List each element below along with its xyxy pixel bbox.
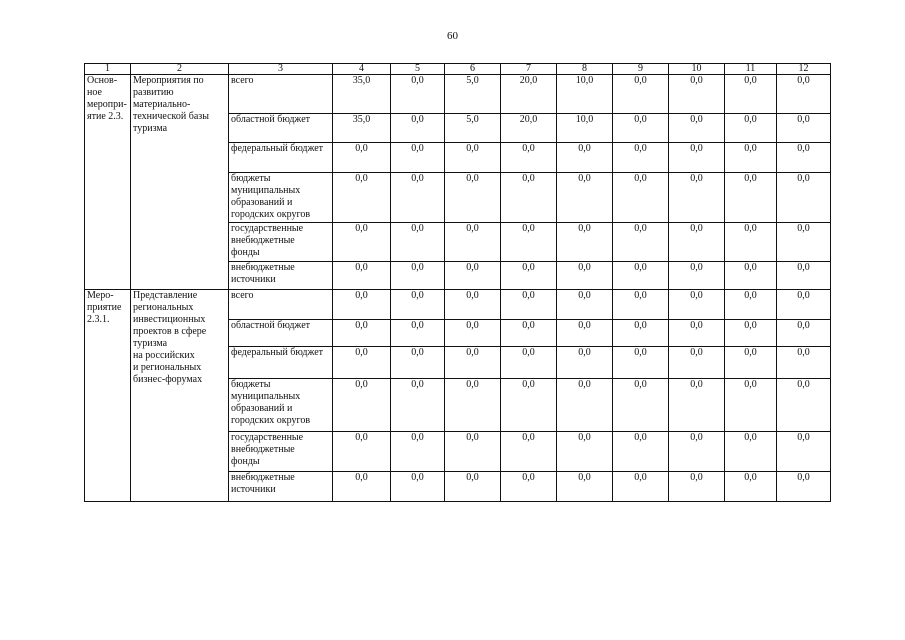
amount-cell: 0,0 <box>613 223 669 262</box>
amount-cell: 10,0 <box>557 75 613 114</box>
funding-source: внебюджетные источники <box>229 472 333 502</box>
column-number-row <box>85 64 831 75</box>
amount-cell: 0,0 <box>391 379 445 432</box>
amount-cell: 0,0 <box>725 472 777 502</box>
amount-cell: 0,0 <box>557 379 613 432</box>
amount-cell: 0,0 <box>669 223 725 262</box>
amount-cell: 0,0 <box>669 347 725 379</box>
amount-cell: 5,0 <box>445 114 501 143</box>
amount-cell: 0,0 <box>333 223 391 262</box>
amount-cell: 20,0 <box>501 114 557 143</box>
budget-table <box>84 63 831 502</box>
amount-cell: 0,0 <box>333 262 391 290</box>
funding-source: государственные внебюджетные фонды <box>229 432 333 472</box>
amount-cell: 0,0 <box>725 347 777 379</box>
column-header: 4 <box>333 64 391 75</box>
amount-cell: 0,0 <box>391 320 445 347</box>
table-row <box>85 75 831 114</box>
amount-cell: 0,0 <box>557 320 613 347</box>
amount-cell: 0,0 <box>613 114 669 143</box>
funding-source: федеральный бюджет <box>229 143 333 173</box>
amount-cell: 0,0 <box>501 290 557 320</box>
amount-cell: 0,0 <box>777 290 831 320</box>
funding-source: областной бюджет <box>229 320 333 347</box>
amount-cell: 0,0 <box>333 143 391 173</box>
funding-source: бюджеты муниципальных образований и городских округов <box>229 379 333 432</box>
amount-cell: 0,0 <box>777 379 831 432</box>
amount-cell: 0,0 <box>613 379 669 432</box>
amount-cell: 0,0 <box>391 472 445 502</box>
activity-name: Мероприятия по развитию материально- технической базы туризма <box>131 75 229 290</box>
amount-cell: 0,0 <box>445 379 501 432</box>
amount-cell: 0,0 <box>725 379 777 432</box>
amount-cell: 0,0 <box>669 472 725 502</box>
activity-code: Меро- приятие 2.3.1. <box>85 290 131 502</box>
amount-cell: 0,0 <box>445 262 501 290</box>
amount-cell: 0,0 <box>613 143 669 173</box>
amount-cell: 0,0 <box>445 143 501 173</box>
amount-cell: 0,0 <box>391 114 445 143</box>
amount-cell: 0,0 <box>669 173 725 223</box>
amount-cell: 0,0 <box>725 75 777 114</box>
amount-cell: 0,0 <box>391 290 445 320</box>
amount-cell: 0,0 <box>777 143 831 173</box>
amount-cell: 0,0 <box>777 347 831 379</box>
amount-cell: 0,0 <box>557 290 613 320</box>
amount-cell: 0,0 <box>501 320 557 347</box>
amount-cell: 0,0 <box>613 75 669 114</box>
amount-cell: 0,0 <box>613 320 669 347</box>
amount-cell: 0,0 <box>777 320 831 347</box>
amount-cell: 0,0 <box>333 472 391 502</box>
column-header: 12 <box>777 64 831 75</box>
column-header: 7 <box>501 64 557 75</box>
amount-cell: 0,0 <box>333 290 391 320</box>
amount-cell: 0,0 <box>333 347 391 379</box>
amount-cell: 0,0 <box>333 320 391 347</box>
funding-source: внебюджетные источники <box>229 262 333 290</box>
amount-cell: 0,0 <box>725 143 777 173</box>
amount-cell: 0,0 <box>391 347 445 379</box>
column-header: 1 <box>85 64 131 75</box>
amount-cell: 0,0 <box>777 173 831 223</box>
page-number: 60 <box>447 30 458 42</box>
table-body <box>85 75 831 502</box>
amount-cell: 0,0 <box>333 173 391 223</box>
amount-cell: 0,0 <box>613 173 669 223</box>
amount-cell: 20,0 <box>501 75 557 114</box>
amount-cell: 0,0 <box>501 262 557 290</box>
amount-cell: 0,0 <box>777 223 831 262</box>
amount-cell: 0,0 <box>501 223 557 262</box>
amount-cell: 0,0 <box>557 223 613 262</box>
funding-source: всего <box>229 75 333 114</box>
amount-cell: 0,0 <box>557 472 613 502</box>
amount-cell: 0,0 <box>333 432 391 472</box>
table-row <box>85 290 831 320</box>
amount-cell: 0,0 <box>445 223 501 262</box>
amount-cell: 0,0 <box>669 320 725 347</box>
funding-source: областной бюджет <box>229 114 333 143</box>
activity-name: Представление региональных инвестиционных проектов в сфере туризма на российских и региональных бизнес-форумах <box>131 290 229 502</box>
column-header: 9 <box>613 64 669 75</box>
amount-cell: 0,0 <box>557 262 613 290</box>
amount-cell: 0,0 <box>501 379 557 432</box>
amount-cell: 0,0 <box>613 262 669 290</box>
amount-cell: 0,0 <box>391 75 445 114</box>
amount-cell: 5,0 <box>445 75 501 114</box>
amount-cell: 0,0 <box>613 472 669 502</box>
amount-cell: 0,0 <box>557 432 613 472</box>
amount-cell: 0,0 <box>669 114 725 143</box>
amount-cell: 0,0 <box>391 223 445 262</box>
amount-cell: 0,0 <box>445 173 501 223</box>
amount-cell: 0,0 <box>669 290 725 320</box>
amount-cell: 0,0 <box>391 143 445 173</box>
amount-cell: 0,0 <box>613 432 669 472</box>
amount-cell: 0,0 <box>391 432 445 472</box>
funding-source: государственные внебюджетные фонды <box>229 223 333 262</box>
amount-cell: 0,0 <box>725 320 777 347</box>
amount-cell: 0,0 <box>725 223 777 262</box>
amount-cell: 0,0 <box>669 143 725 173</box>
column-header: 3 <box>229 64 333 75</box>
amount-cell: 0,0 <box>725 114 777 143</box>
amount-cell: 0,0 <box>445 347 501 379</box>
column-header: 6 <box>445 64 501 75</box>
funding-source: бюджеты муниципальных образований и городских округов <box>229 173 333 223</box>
amount-cell: 0,0 <box>669 75 725 114</box>
amount-cell: 0,0 <box>557 173 613 223</box>
column-header: 8 <box>557 64 613 75</box>
funding-source: федеральный бюджет <box>229 347 333 379</box>
amount-cell: 35,0 <box>333 75 391 114</box>
amount-cell: 0,0 <box>445 290 501 320</box>
amount-cell: 10,0 <box>557 114 613 143</box>
amount-cell: 0,0 <box>445 472 501 502</box>
amount-cell: 0,0 <box>501 173 557 223</box>
amount-cell: 0,0 <box>501 432 557 472</box>
amount-cell: 0,0 <box>501 143 557 173</box>
amount-cell: 0,0 <box>613 347 669 379</box>
amount-cell: 0,0 <box>725 173 777 223</box>
column-header: 11 <box>725 64 777 75</box>
amount-cell: 0,0 <box>725 290 777 320</box>
amount-cell: 0,0 <box>777 262 831 290</box>
amount-cell: 0,0 <box>725 262 777 290</box>
amount-cell: 0,0 <box>777 472 831 502</box>
amount-cell: 0,0 <box>613 290 669 320</box>
funding-source: всего <box>229 290 333 320</box>
amount-cell: 0,0 <box>669 379 725 432</box>
amount-cell: 0,0 <box>777 114 831 143</box>
column-header: 2 <box>131 64 229 75</box>
amount-cell: 0,0 <box>445 432 501 472</box>
activity-code: Основ- ное меропри- ятие 2.3. <box>85 75 131 290</box>
amount-cell: 0,0 <box>333 379 391 432</box>
amount-cell: 0,0 <box>501 347 557 379</box>
amount-cell: 0,0 <box>391 262 445 290</box>
amount-cell: 0,0 <box>777 432 831 472</box>
amount-cell: 0,0 <box>725 432 777 472</box>
amount-cell: 0,0 <box>777 75 831 114</box>
amount-cell: 0,0 <box>557 143 613 173</box>
amount-cell: 0,0 <box>391 173 445 223</box>
amount-cell: 35,0 <box>333 114 391 143</box>
column-header: 10 <box>669 64 725 75</box>
amount-cell: 0,0 <box>669 432 725 472</box>
column-header: 5 <box>391 64 445 75</box>
amount-cell: 0,0 <box>501 472 557 502</box>
amount-cell: 0,0 <box>669 262 725 290</box>
amount-cell: 0,0 <box>557 347 613 379</box>
amount-cell: 0,0 <box>445 320 501 347</box>
